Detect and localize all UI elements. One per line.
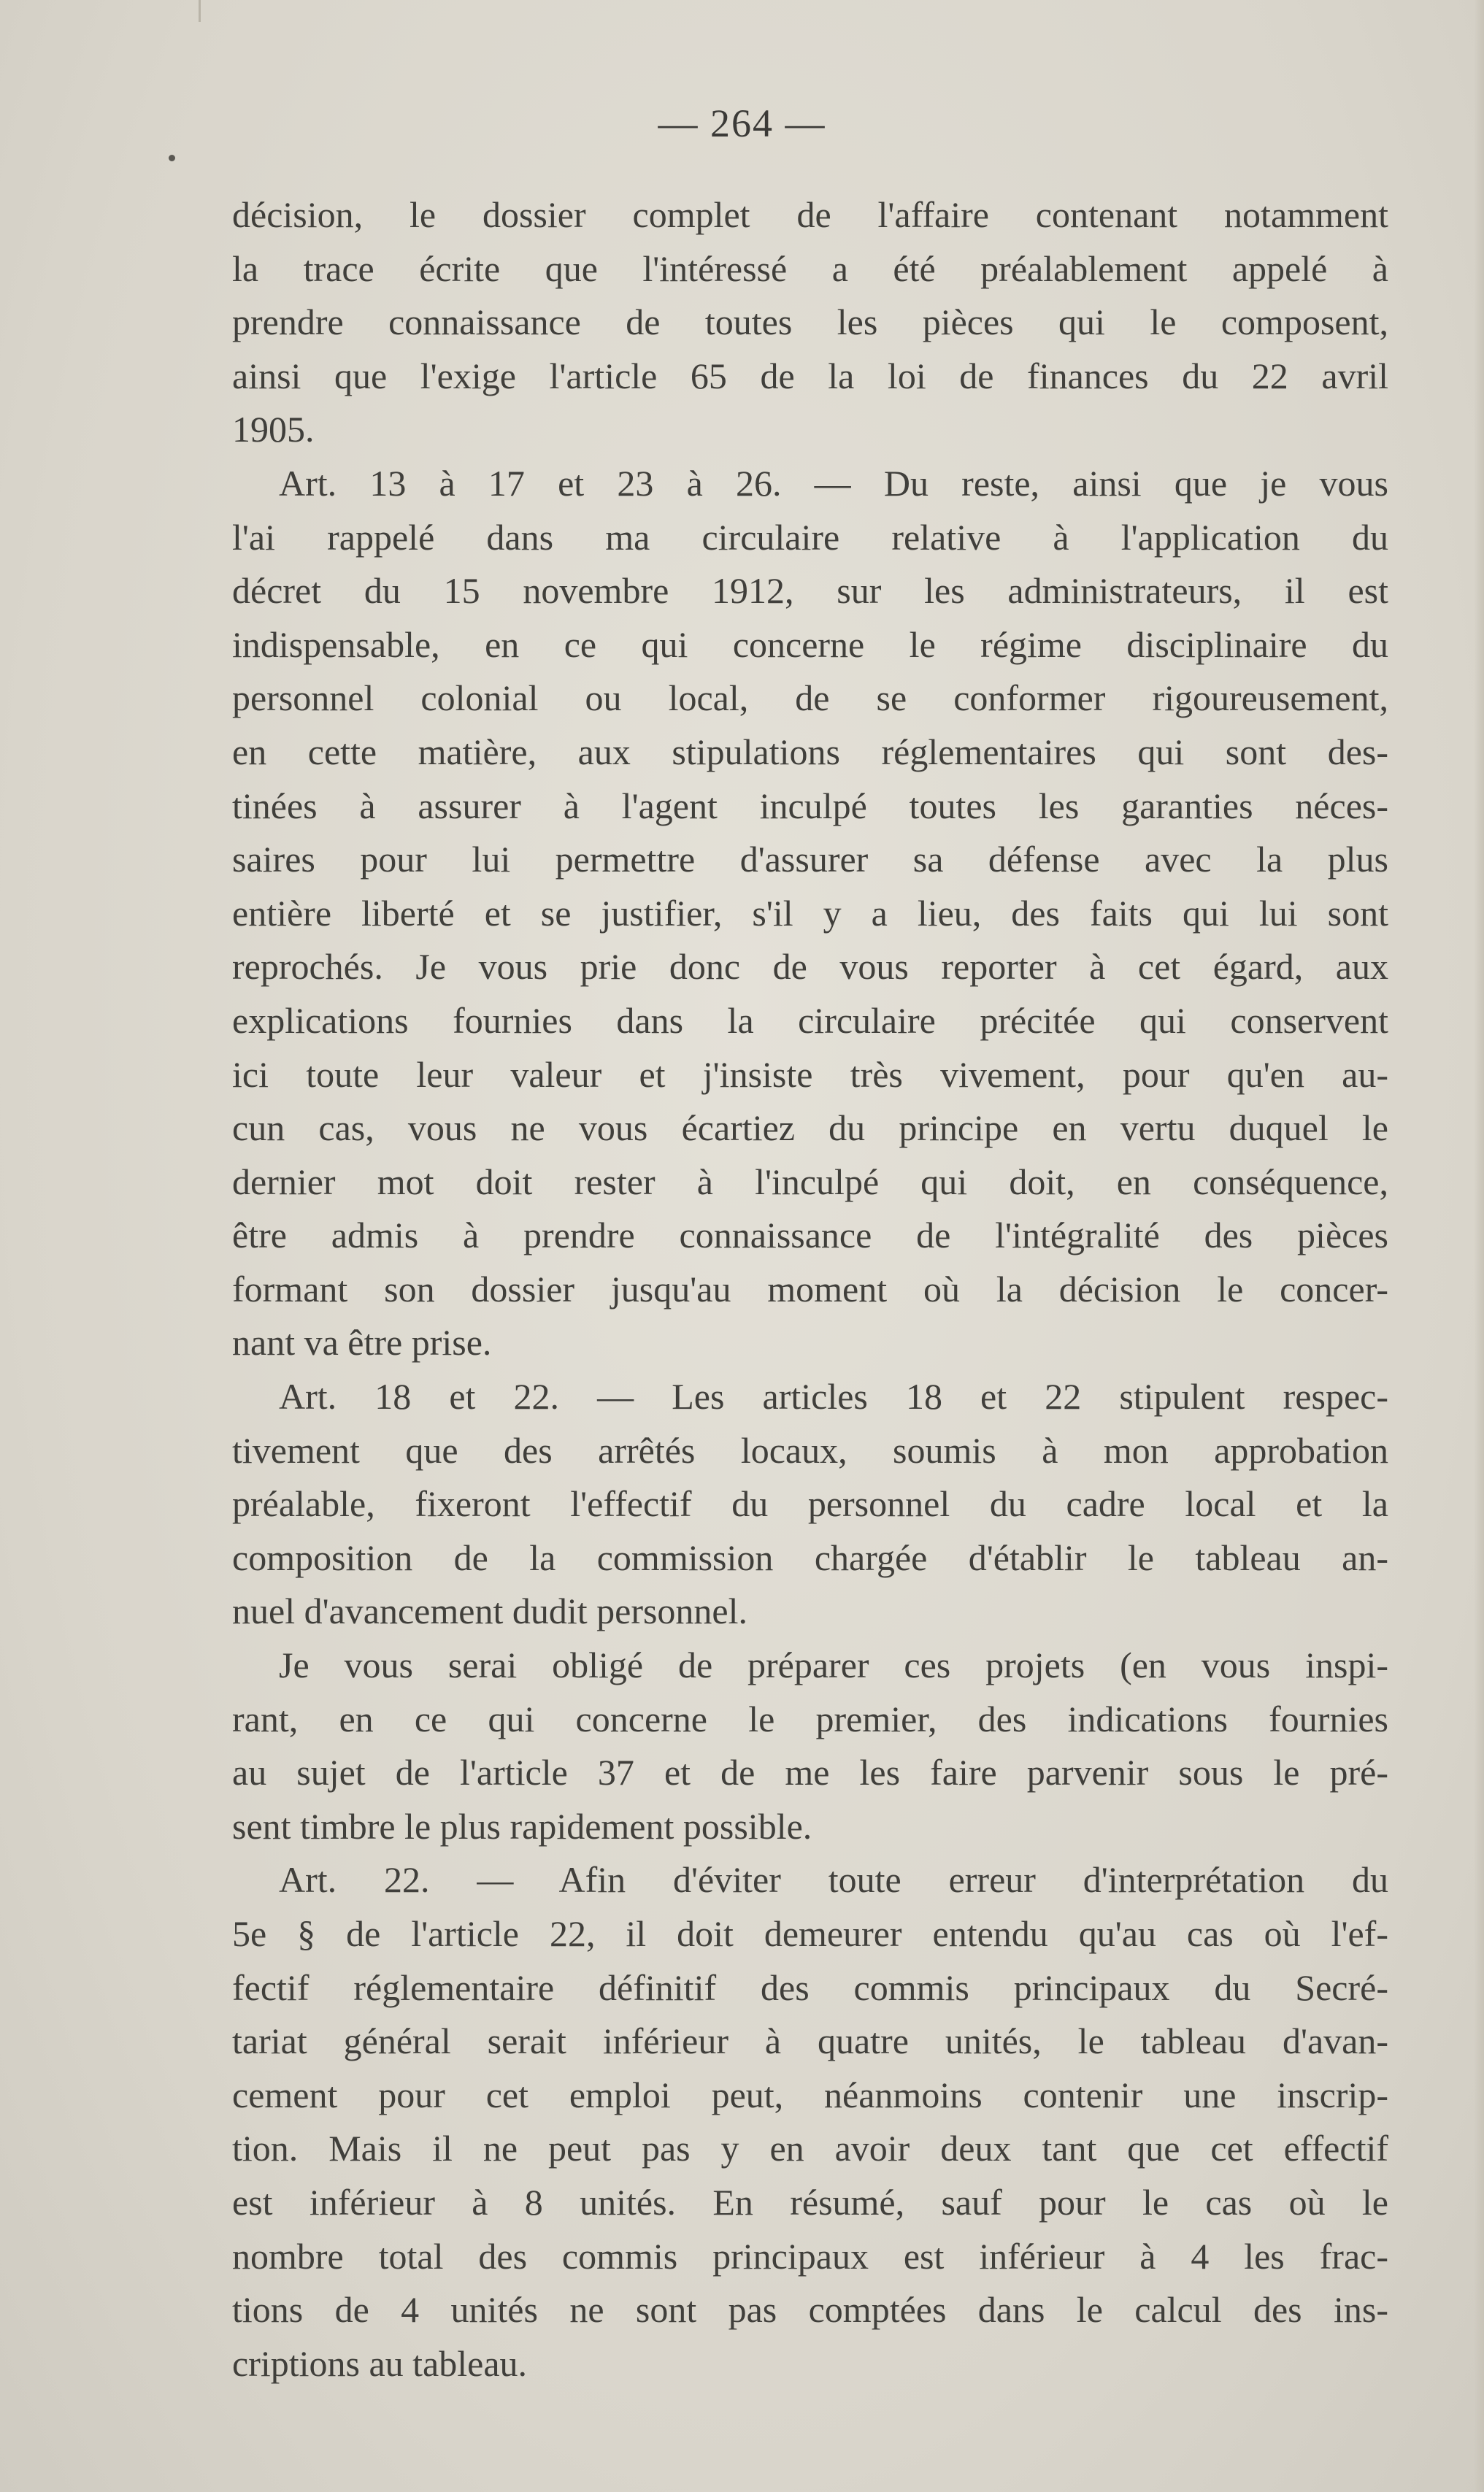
- text-line: nuel d'avancement dudit personnel.: [232, 1591, 748, 1632]
- text-line: tinées à assurer à l'agent inculpé toutes les garanties néces-: [232, 785, 1388, 826]
- text-line: composition de la commission chargée d'établir le tableau an-: [232, 1537, 1388, 1578]
- page-number: — 264 —: [658, 101, 826, 145]
- text-line: personnel colonial ou local, de se conformer rigoureusement,: [232, 677, 1388, 719]
- text-line: Art. 18 et 22. — Les articles 18 et 22 stipulent respec-: [279, 1376, 1388, 1418]
- text-line: est inférieur à 8 unités. En résumé, sauf pour le cas où le: [232, 2181, 1388, 2223]
- text-line: Art. 13 à 17 et 23 à 26. — Du reste, ainsi que je vous: [279, 462, 1388, 504]
- text-line: cement pour cet emploi peut, néanmoins contenir une inscrip-: [232, 2074, 1388, 2115]
- text-line: nombre total des commis principaux est inférieur à 4 les frac-: [232, 2235, 1388, 2277]
- paragraph: [232, 1639, 1388, 1853]
- text-line: l'ai rappelé dans ma circulaire relative à l'application du: [232, 516, 1388, 558]
- text-line: Je vous serai obligé de préparer ces projets (en vous inspi-: [279, 1645, 1388, 1686]
- text-line: être admis à prendre connaissance de l'intégralité des pièces: [232, 1215, 1388, 1256]
- text-line: fectif réglementaire définitif des commis principaux du Secré-: [232, 1966, 1388, 2008]
- text-line: Art. 22. — Afin d'éviter toute erreur d'interprétation du: [279, 1859, 1388, 1901]
- text-line: dernier mot doit rester à l'inculpé qui doit, en conséquence,: [232, 1161, 1388, 1202]
- text-line: ainsi que l'exige l'article 65 de la loi de finances du 22 avril: [232, 355, 1388, 396]
- text-line: ici toute leur valeur et j'insiste très vivement, pour qu'en au-: [232, 1053, 1388, 1095]
- text-line: préalable, fixeront l'effectif du personnel du cadre local et la: [232, 1483, 1388, 1525]
- text-line: tions de 4 unités ne sont pas comptées dans le calcul des ins-: [232, 2289, 1388, 2331]
- text-line: la trace écrite que l'intéressé a été préalablement appelé à: [232, 247, 1388, 289]
- page-edge-shadow: [1474, 0, 1484, 2492]
- text-line: décision, le dossier complet de l'affaire contenant notamment: [232, 194, 1388, 235]
- text-line: indispensable, en ce qui concerne le régime disciplinaire du: [232, 623, 1388, 665]
- text-line: prendre connaissance de toutes les pièces qui le composent,: [232, 301, 1388, 343]
- text-line: explications fournies dans la circulaire précitée qui conservent: [232, 999, 1388, 1041]
- text-line: 5e § de l'article 22, il doit demeurer entendu qu'au cas où l'ef-: [232, 1913, 1388, 1954]
- text-line: tion. Mais il ne peut pas y en avoir deux tant que cet effectif: [232, 2128, 1388, 2169]
- text-line: rant, en ce qui concerne le premier, des indications fournies: [232, 1698, 1388, 1739]
- text-line: sent timbre le plus rapidement possible.: [232, 1805, 812, 1847]
- text-line: décret du 15 novembre 1912, sur les administrateurs, il est: [232, 570, 1388, 612]
- text-line: 1905.: [232, 409, 315, 450]
- body-text: [232, 188, 1388, 2391]
- text-line: en cette matière, aux stipulations réglementaires qui sont des-: [232, 731, 1388, 772]
- text-line: entière liberté et se justifier, s'il y a lieu, des faits qui lui sont: [232, 892, 1388, 934]
- text-line: saires pour lui permettre d'assurer sa défense avec la plus: [232, 839, 1388, 880]
- text-line: nant va être prise.: [232, 1322, 492, 1364]
- text-line: au sujet de l'article 37 et de me les faire parvenir sous le pré-: [232, 1752, 1388, 1793]
- text-line: cun cas, vous ne vous écartiez du principe en vertu duquel le: [232, 1107, 1388, 1149]
- margin-dot: [169, 155, 175, 161]
- text-line: tivement que des arrêtés locaux, soumis à mon approbation: [232, 1429, 1388, 1471]
- text-line: tariat général serait inférieur à quatre unités, le tableau d'avan-: [232, 2020, 1388, 2062]
- text-line: reprochés. Je vous prie donc de vous reporter à cet égard, aux: [232, 946, 1388, 988]
- paragraph: [232, 1853, 1388, 2391]
- paragraph: [232, 188, 1388, 457]
- text-line: formant son dossier jusqu'au moment où la décision le concer-: [232, 1268, 1388, 1310]
- paragraph: [232, 1370, 1388, 1639]
- page-fold-mark: [199, 0, 201, 22]
- paragraph: [232, 457, 1388, 1370]
- text-line: criptions au tableau.: [232, 2342, 528, 2384]
